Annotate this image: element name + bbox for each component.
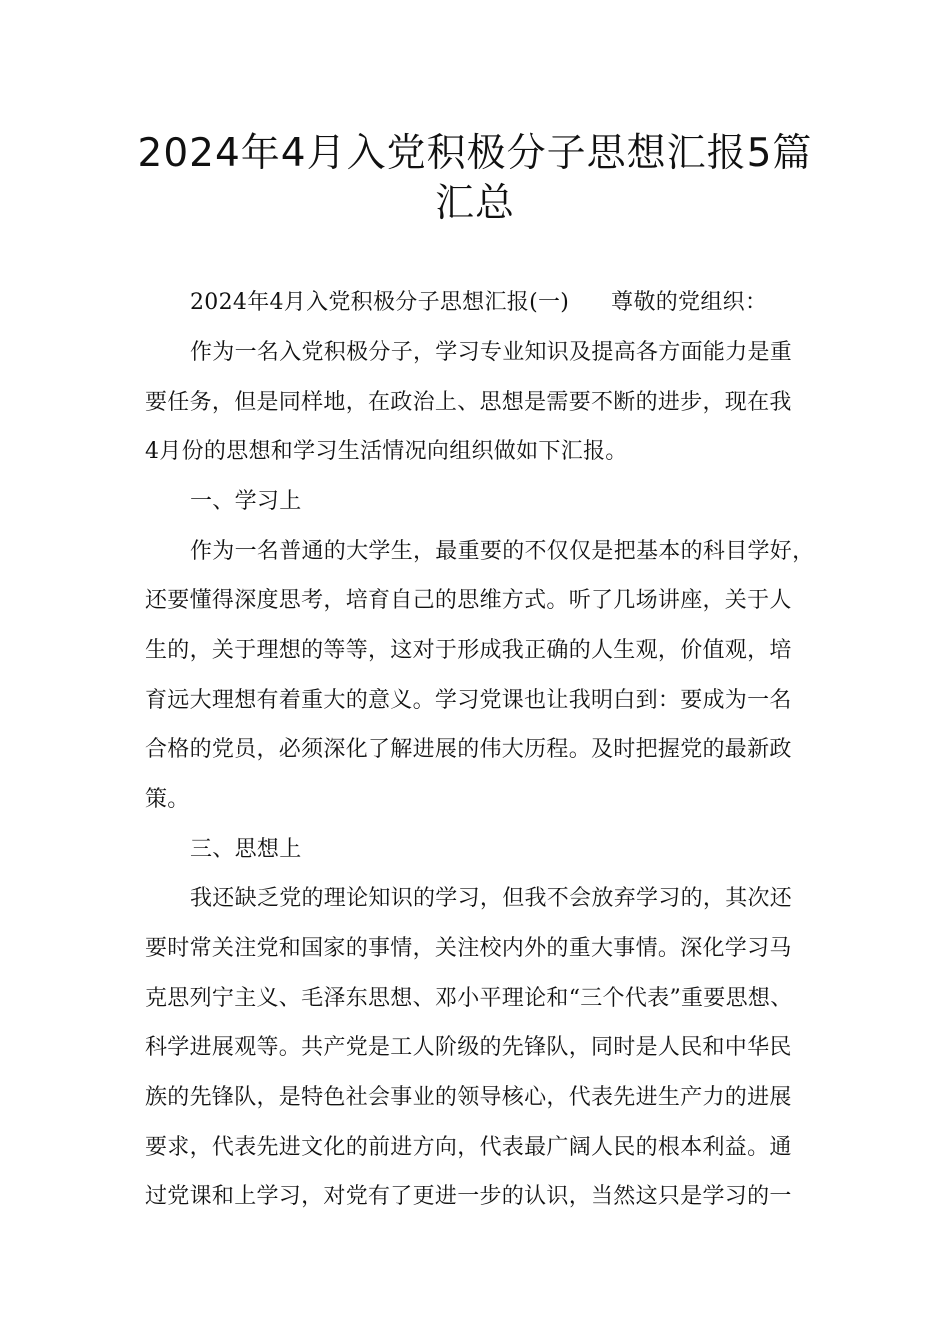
body-line: 要时常关注党和国家的事情，关注校内外的重大事情。深化学习马 bbox=[145, 936, 792, 961]
body-line: 科学进展观等。共产党是工人阶级的先锋队，同时是人民和中华民 bbox=[145, 1035, 792, 1060]
document-title-line-2: 汇总 bbox=[434, 181, 515, 226]
section-heading: 一、学习上 bbox=[190, 489, 302, 514]
body-line: 族的先锋队，是特色社会事业的领导核心，代表先进生产力的进展 bbox=[145, 1085, 792, 1110]
body-line: 育远大理想有着重大的意义。学习党课也让我明白到：要成为一名 bbox=[145, 688, 792, 713]
body-line: 还要懂得深度思考，培育自己的思维方式。听了几场讲座，关于人 bbox=[145, 588, 792, 613]
section-heading: 三、思想上 bbox=[190, 837, 302, 862]
body-line: 策。 bbox=[145, 787, 190, 812]
salutation: 尊敬的党组织： bbox=[611, 290, 768, 315]
report-heading: 2024年4月入党积极分子思想汇报(一) bbox=[190, 290, 570, 315]
body-line: 要任务，但是同样地，在政治上、思想是需要不断的进步，现在我 bbox=[145, 390, 792, 415]
body-line: 4月份的思想和学习生活情况向组织做如下汇报。 bbox=[145, 439, 628, 464]
body-line: 我还缺乏党的理论知识的学习，但我不会放弃学习的，其次还 bbox=[190, 886, 793, 911]
body-line: 合格的党员，必须深化了解进展的伟大历程。及时把握党的最新政 bbox=[145, 737, 792, 762]
body-line: 作为一名普通的大学生，最重要的不仅仅是把基本的科目学好， bbox=[190, 539, 815, 564]
body-line: 过党课和上学习，对党有了更进一步的认识，当然这只是学习的一 bbox=[145, 1184, 792, 1209]
document-title-line-1: 2024年4月入党积极分子思想汇报5篇 bbox=[137, 131, 813, 176]
report-heading-line bbox=[190, 288, 767, 318]
body-line: 克思列宁主义、毛泽东思想、邓小平理论和“三个代表”重要思想、 bbox=[145, 986, 793, 1011]
body-line: 作为一名入党积极分子，学习专业知识及提高各方面能力是重 bbox=[190, 340, 793, 365]
body-line: 生的，关于理想的等等，这对于形成我正确的人生观，价值观，培 bbox=[145, 638, 792, 663]
body-line: 要求，代表先进文化的前进方向，代表最广阔人民的根本利益。通 bbox=[145, 1135, 792, 1160]
